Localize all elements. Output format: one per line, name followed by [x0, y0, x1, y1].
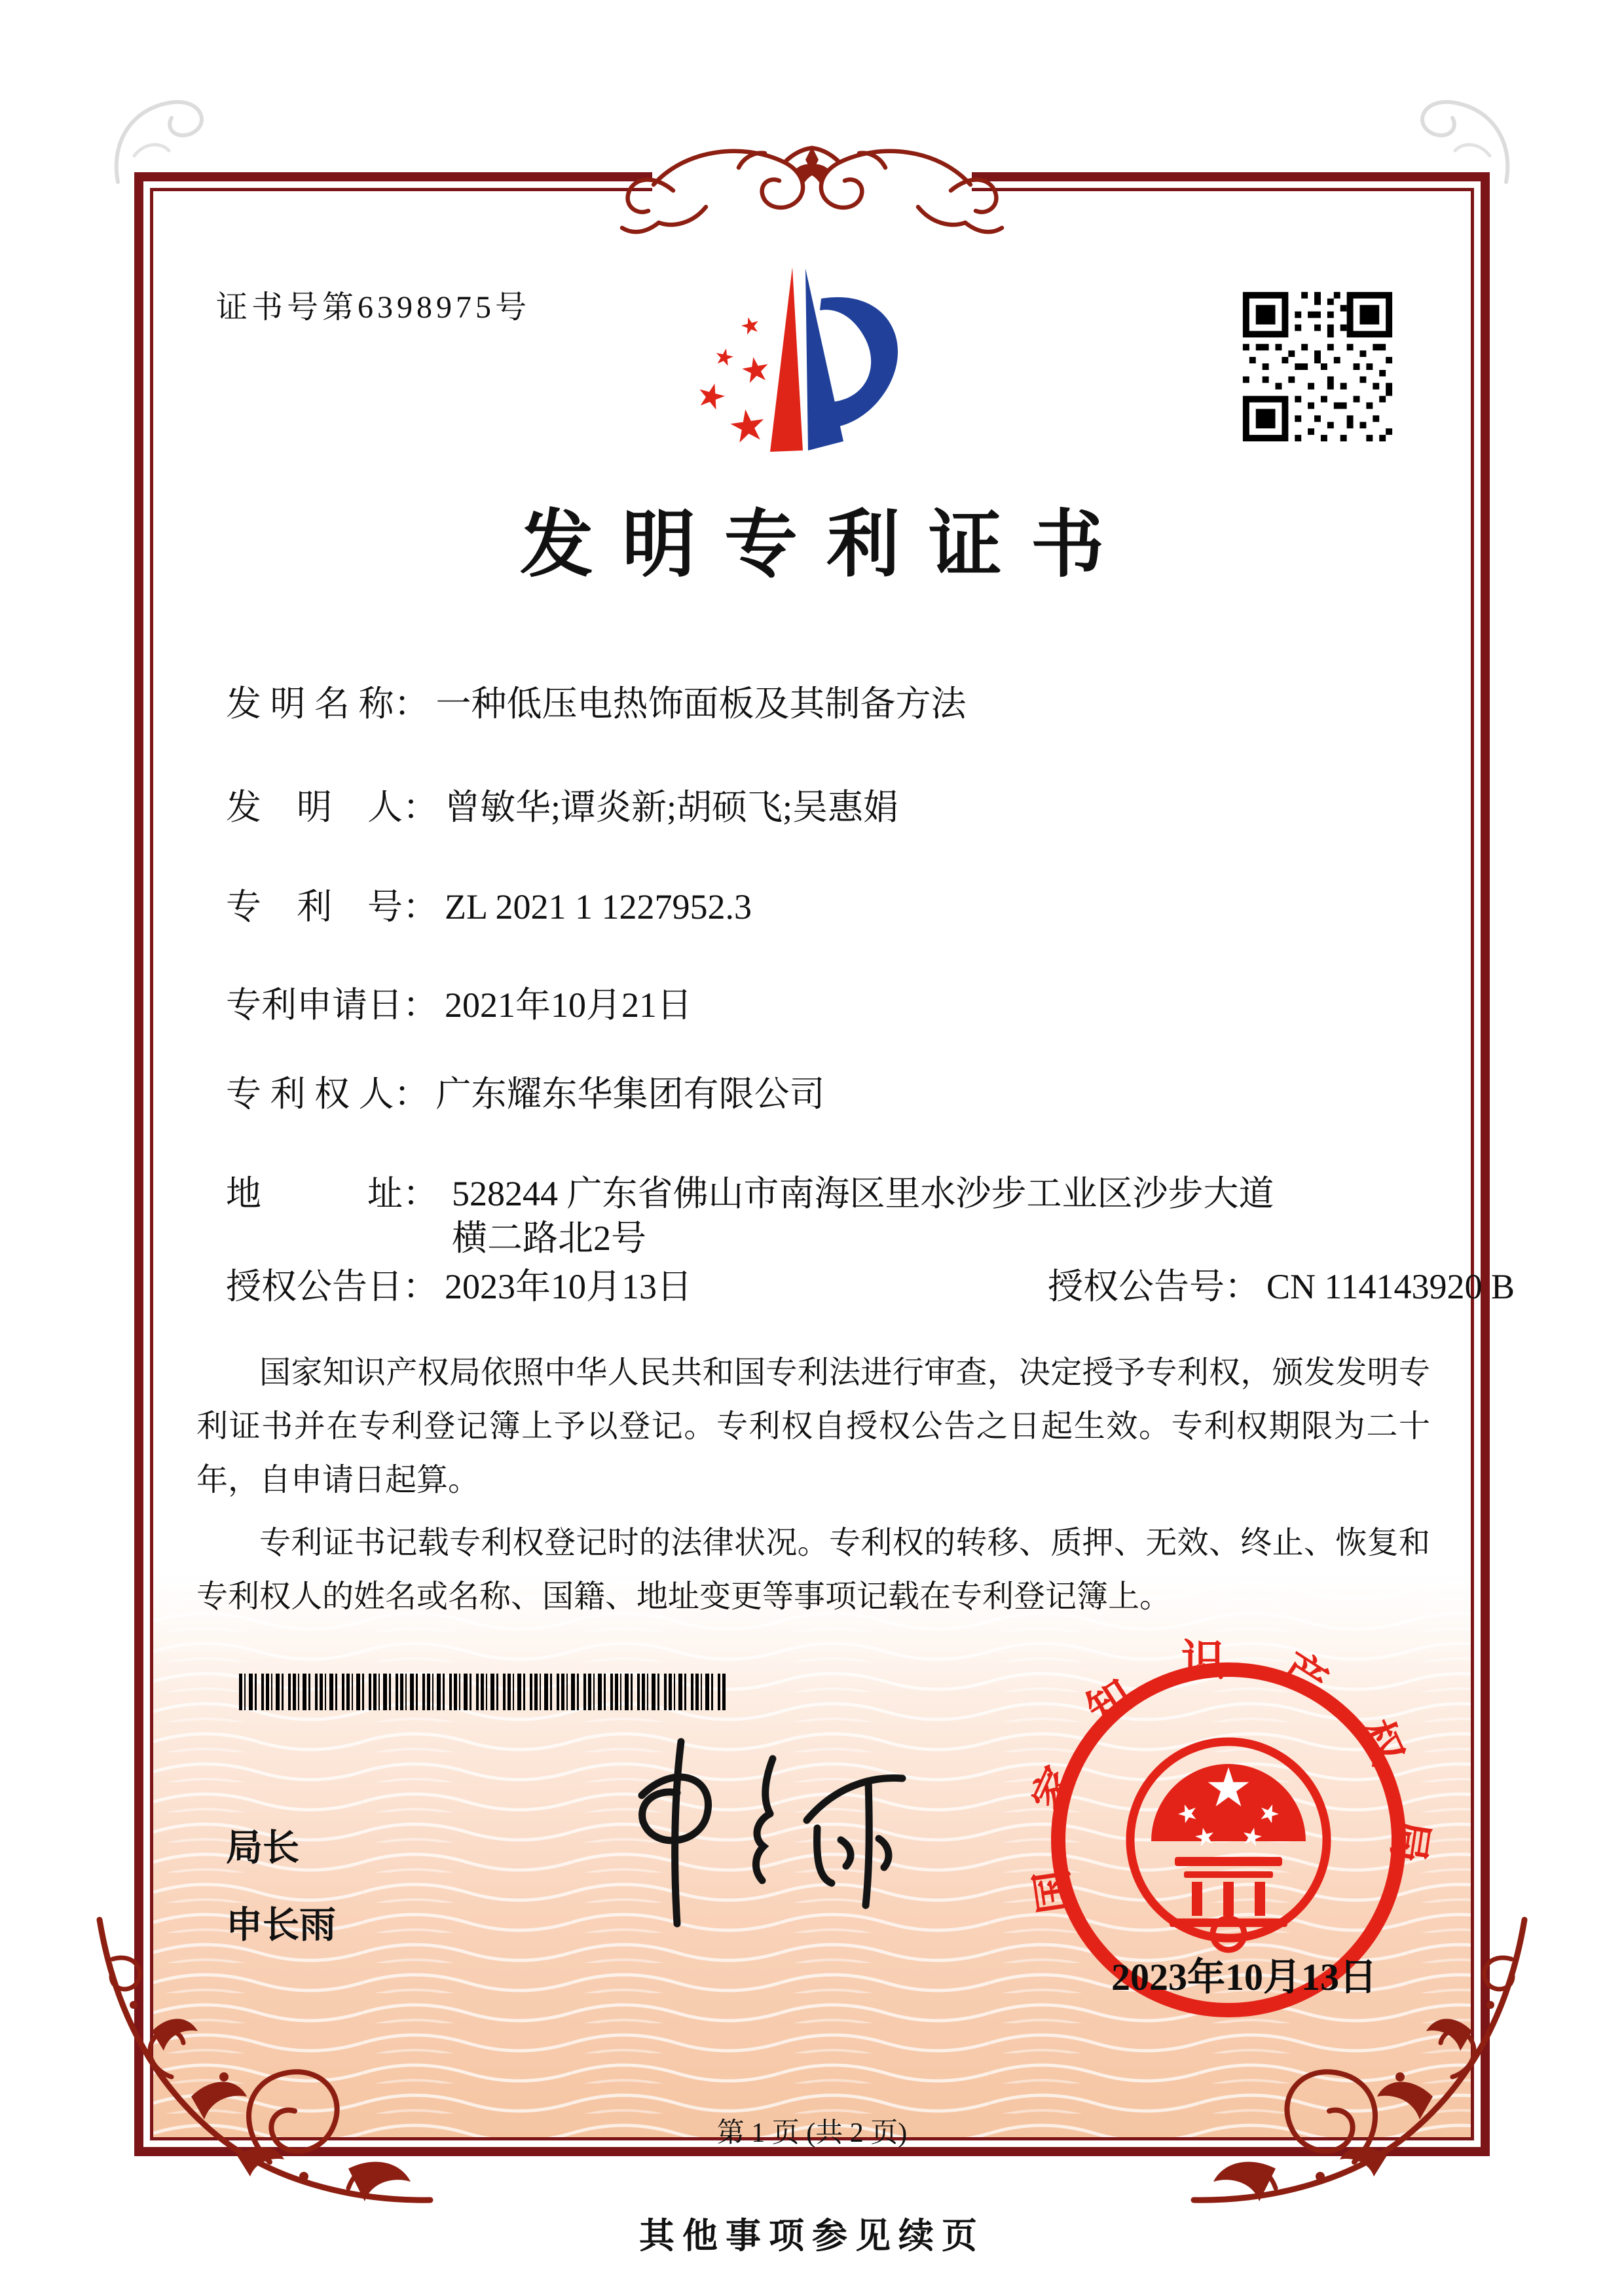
field-value: 2023年10月13日 [445, 1267, 692, 1306]
field-address-value-line1: 528244 广东省佛山市南海区里水沙步工业区沙步大道 [452, 1174, 1274, 1213]
field-value: 2021年10月21日 [445, 985, 692, 1025]
field-patent-number [226, 879, 752, 929]
field-label: 专 利 权 人： [226, 1074, 430, 1114]
field-label: 地 址： [226, 1174, 438, 1213]
field-value: 一种低压电热饰面板及其制备方法 [435, 684, 967, 724]
seal-org-text: 国家知识产权局 [1020, 1637, 1437, 1917]
field-label: 专利申请日： [226, 985, 438, 1025]
field-value: 广东耀东华集团有限公司 [435, 1074, 825, 1114]
continuation-note: 其他事项参见续页 [639, 2216, 985, 2256]
handwritten-signature [576, 1715, 943, 1938]
field-address-label-row [226, 1165, 445, 1216]
field-grant-row [226, 1258, 1515, 1309]
field-address-value-line2: 横二路北2号 [452, 1219, 646, 1258]
field-grant-number [1048, 1258, 1515, 1309]
page-number: 第 1 页 (共 2 页) [716, 2118, 908, 2148]
seal-date: 2023年10月13日 [1111, 1956, 1377, 1998]
legal-text [196, 1346, 1430, 1633]
top-right-flourish-watermark-icon [1401, 77, 1526, 202]
cnipa-logo-icon [686, 261, 912, 462]
barcode [239, 1674, 726, 1710]
field-label: 专 利 号： [226, 887, 438, 926]
twin-dragons-ornament-icon [575, 128, 1049, 238]
director-name-label: 申长雨 [226, 1904, 336, 1945]
field-value: CN 114143920 B [1266, 1267, 1515, 1306]
field-label: 发 明 人： [226, 788, 438, 827]
field-label: 授权公告日： [226, 1267, 438, 1306]
field-patentee [226, 1066, 825, 1116]
director-role-label: 局长 [226, 1827, 299, 1868]
field-application-date [226, 977, 692, 1027]
field-label: 发 明 名 称： [226, 684, 430, 724]
legal-paragraph-1: 国家知识产权局依照中华人民共和国专利法进行审查，决定授予专利权，颁发发明专利证书并在专利登记簿上予以登记。专利权自授权公告之日起生效。专利权期限为二十年，自申请日起算。 [196, 1355, 1430, 1497]
field-value: ZL 2021 1 1227952.3 [445, 887, 752, 926]
field-label: 授权公告号： [1048, 1267, 1260, 1306]
top-left-flourish-watermark-icon [98, 77, 223, 202]
qr-code-icon [1236, 285, 1399, 448]
bottom-left-flourish-icon [73, 1880, 453, 2260]
field-inventors [226, 779, 898, 830]
national-emblem-icon [1130, 1742, 1327, 1950]
certificate-title: 发明专利证书 [520, 505, 1133, 586]
certificate-number: 证书号第6398975号 [216, 290, 531, 325]
field-invention-name [226, 676, 967, 726]
field-value: 曾敏华;谭炎新;胡硕飞;吴惠娟 [445, 788, 899, 827]
legal-paragraph-2: 专利证书记载专利权登记时的法律状况。专利权的转移、质押、无效、终止、恢复和专利权人的姓名或名称、国籍、地址变更等事项记载在专利登记簿上。 [196, 1526, 1430, 1614]
